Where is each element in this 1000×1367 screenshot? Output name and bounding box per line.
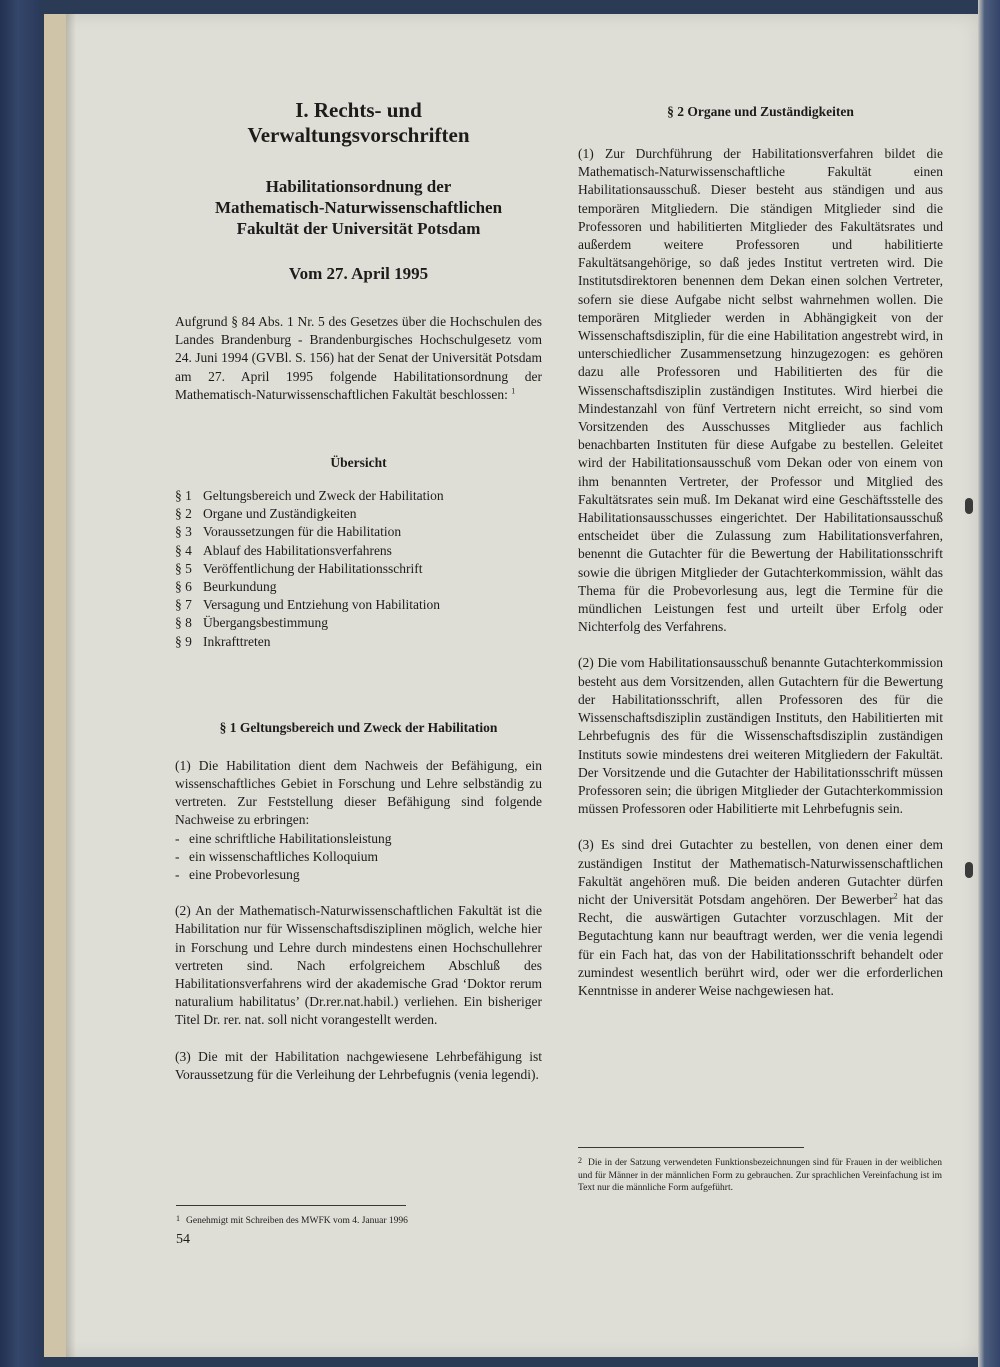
page-edge-strip — [44, 14, 66, 1357]
section2-para1: (1) Zur Durchführung der Habilitationsverfahren bildet die Mathematisch-Naturwissenschaftliche Fakultät einen Habilitationsausschuß. Dieser besteht aus ständigen und aus temporären Mitgliedern. Die ständigen Mitglieder sind die Professoren und habilitierten Mitglieder des Fakultätsrates und außerdem weitere Professoren und habilitierte Fakultätsangehörige, so daß jedes Institut vertreten wird. Die Institutsdirektoren benennen dem Dekan einen solchen Vertreter, sofern sie diese Aufgabe nicht selbst wahrnehmen wollen. Die temporären Mitglieder werden in Abhängigkeit von der Wissenschaftsdisziplin, für die eine Habilitation angestrebt wird, in unterschiedlicher Zusammensetzung hinzugezogen: es gehören dazu alle Professoren und Habilitierten des für die Wissenschaftsdisziplin zuständigen Institutes. Wird hierbei die Mindestanzahl von fünf Vertretern nicht erreicht, so sind vom Vorsitzenden des Ausschusses Mitglieder aus fachlich benachbarten Instituten für diese Aufgabe zu bestellen. Geleitet wird der Habilitationsausschuß vom Dekan oder von einem von ihm benannten Vertreter, der Professor und Mitglied des Fakultätsrates sein muß. Im Dekanat wird eine Geschäftsstelle des Habilitationsausschusses eingerichtet. Der Habilitationsausschuß entscheidet über die Zulassung zum Habilitationsverfahren, benennt die Gutachter für die Bewertung der Habilitationsschrift sowie die übrigen Mitglieder der Gutachterkommission, wählt das Thema für die Probevorlesung aus, legt die Termine für die mündlichen Leistungen fest und urteilt über Erfolg oder Nichterfolg des Verfahrens. — [578, 146, 943, 635]
overview-item: § 7 Versagung und Entziehung von Habilitation — [175, 597, 440, 613]
overview-item: § 1 Geltungsbereich und Zweck der Habilitation — [175, 488, 444, 504]
left-column — [175, 98, 542, 1084]
footnote-ref-2: 2 — [893, 891, 898, 901]
overview-item: § 4 Ablauf des Habilitationsverfahrens — [175, 542, 392, 558]
overview-item: § 5 Veröffentlichung der Habilitationsschrift — [175, 560, 423, 576]
section2-para2: (2) Die vom Habilitationsausschuß benannte Gutachterkommission besteht aus dem Vorsitzenden, allen Gutachtern für die Bewertung der Habilitationsschrift, allen Professoren des für die Wissenschaftsdisziplin zuständigen Instituts, den Habilitierten mit Lehrbefugnis des für die Wissenschaftsdisziplin zuständigen Instituts sowie mindestens drei weiteren Mitgliedern der Fakultät. Der Vorsitzende und die Gutachter der Habilitationsschrift müssen Professoren sein; die übrigen Mitglieder der Gutachterkommission müssen Professoren oder Habilitierte mit Lehrbefugnis sein. — [578, 655, 943, 817]
section1-para3: (3) Die mit der Habilitation nachgewiesene Lehrbefähigung ist Voraussetzung für die Verleihung der Lehrbefugnis (venia legendi). — [175, 1048, 542, 1082]
section-heading-line2: Verwaltungsvorschriften — [247, 123, 470, 147]
section1-heading: § 1 Geltungsbereich und Zweck der Habilitation — [219, 719, 498, 735]
right-column — [578, 103, 943, 1000]
overview-item: § 8 Übergangsbestimmung — [175, 615, 328, 631]
section2-para3: (3) Es sind drei Gutachter zu bestellen, von denen einer dem zuständigen Institut der Mathematisch-Naturwissenschaftlichen Fakultät angehören muß. Die beiden anderen Gutachter dürfen nicht der Universität Potsdam angehören. Der Bewerber$^2$ hat das Recht, die auswärtigen Gutachter vorzuschlagen. Mit der Begutachtung kann nur beauftragt werden, wer die venia legendi für ein Fach hat, das von der Habilitationsschrift behandelt oder zumindest wesentlich berührt wird, oder wer die erforderlichen Kenntnisse in anderer Weise nachgewiesen hat. — [578, 837, 943, 998]
footnote-2-text: Die in der Satzung verwendeten Funktionsbezeichnungen sind für Frauen in der weiblichen und für Männer in der männlichen Form zu gebrauchen. Zur sprachlichen Vereinfachung ist im Text nur die männliche Form aufgeführt. — [578, 1158, 942, 1193]
overview-item: § 2 Organe und Zuständigkeiten — [175, 506, 357, 522]
overview-heading: Übersicht — [330, 455, 387, 471]
book-cover-edge — [978, 0, 1000, 1367]
requirement-item: - eine schriftliche Habilitationsleistung — [175, 830, 542, 848]
footnote-1 — [176, 1215, 536, 1228]
requirement-item: - eine Probevorlesung — [175, 866, 542, 884]
overview-item: § 6 Beurkundung — [175, 579, 277, 595]
page-number: 54 — [176, 1232, 190, 1247]
doc-title-line1: Habilitationsordnung der — [265, 177, 452, 196]
section2-heading: § 2 Organe und Zuständigkeiten — [667, 104, 854, 119]
binding-hole — [965, 498, 973, 514]
doc-title-line2: Mathematisch-Naturwissenschaftlichen — [214, 198, 503, 217]
footnote-2 — [578, 1157, 942, 1195]
spine-shadow — [66, 14, 76, 1357]
overview-item: § 3 Voraussetzungen für die Habilitation — [175, 524, 402, 540]
footnote-1-text: Genehmigt mit Schreiben des MWFK vom 4. Januar 1996 — [186, 1216, 408, 1226]
document-date: Vom 27. April 1995 — [288, 264, 429, 283]
doc-title-line3: Fakultät der Universität Potsdam — [236, 219, 481, 238]
overview-list — [175, 487, 542, 651]
footnote-ref-1: 1 — [511, 386, 516, 396]
footnote-rule — [578, 1147, 804, 1148]
footnote-rule — [176, 1205, 406, 1206]
overview-item: § 9 Inkrafttreten — [175, 633, 271, 649]
preamble: Aufgrund § 84 Abs. 1 Nr. 5 des Gesetzes über die Hochschulen des Landes Brandenburg - Brandenburgisches Hochschulgesetz vom 24. Juni 1994 (GVBl. S. 156) hat der Senat der Universität Potsdam am 27. April 1995 folgende Habilitationsordnung der Mathematisch-Naturwissenschaftlichen Fakultät beschlossen: $^1$ — [175, 314, 542, 402]
section1-para2: (2) An der Mathematisch-Naturwissenschaftlichen Fakultät ist die Habilitation nur für Wissenschaftsdisziplinen möglich, welche hier in Forschung und Lehre durch mindestens einen Hochschullehrer vertreten sind. Nach erfolgreichem Abschluß des Habilitationsverfahrens wird der akademische Grad ‘Doktor rerum naturalium habilitatus’ (Dr.rer.nat.habil.) verliehen. Ein bisheriger Titel Dr. rer. nat. soll nicht vorangestellt werden. — [175, 903, 542, 1028]
binding-hole — [965, 862, 973, 878]
section1-requirements-list — [175, 830, 542, 885]
book-binding — [0, 0, 40, 1367]
section1-para1: (1) Die Habilitation dient dem Nachweis der Befähigung, ein wissenschaftliches Gebiet in Forschung und Lehre selbständig zu vertreten. Zur Feststellung dieser Befähigung sind folgende Nachweise zu erbringen: — [175, 757, 542, 828]
footnote-1-mark: 1 — [176, 1214, 180, 1223]
footnote-2-mark: 2 — [578, 1156, 582, 1165]
section-heading-line1: I. Rechts- und — [295, 98, 422, 122]
requirement-item: - ein wissenschaftliches Kolloquium — [175, 848, 542, 866]
